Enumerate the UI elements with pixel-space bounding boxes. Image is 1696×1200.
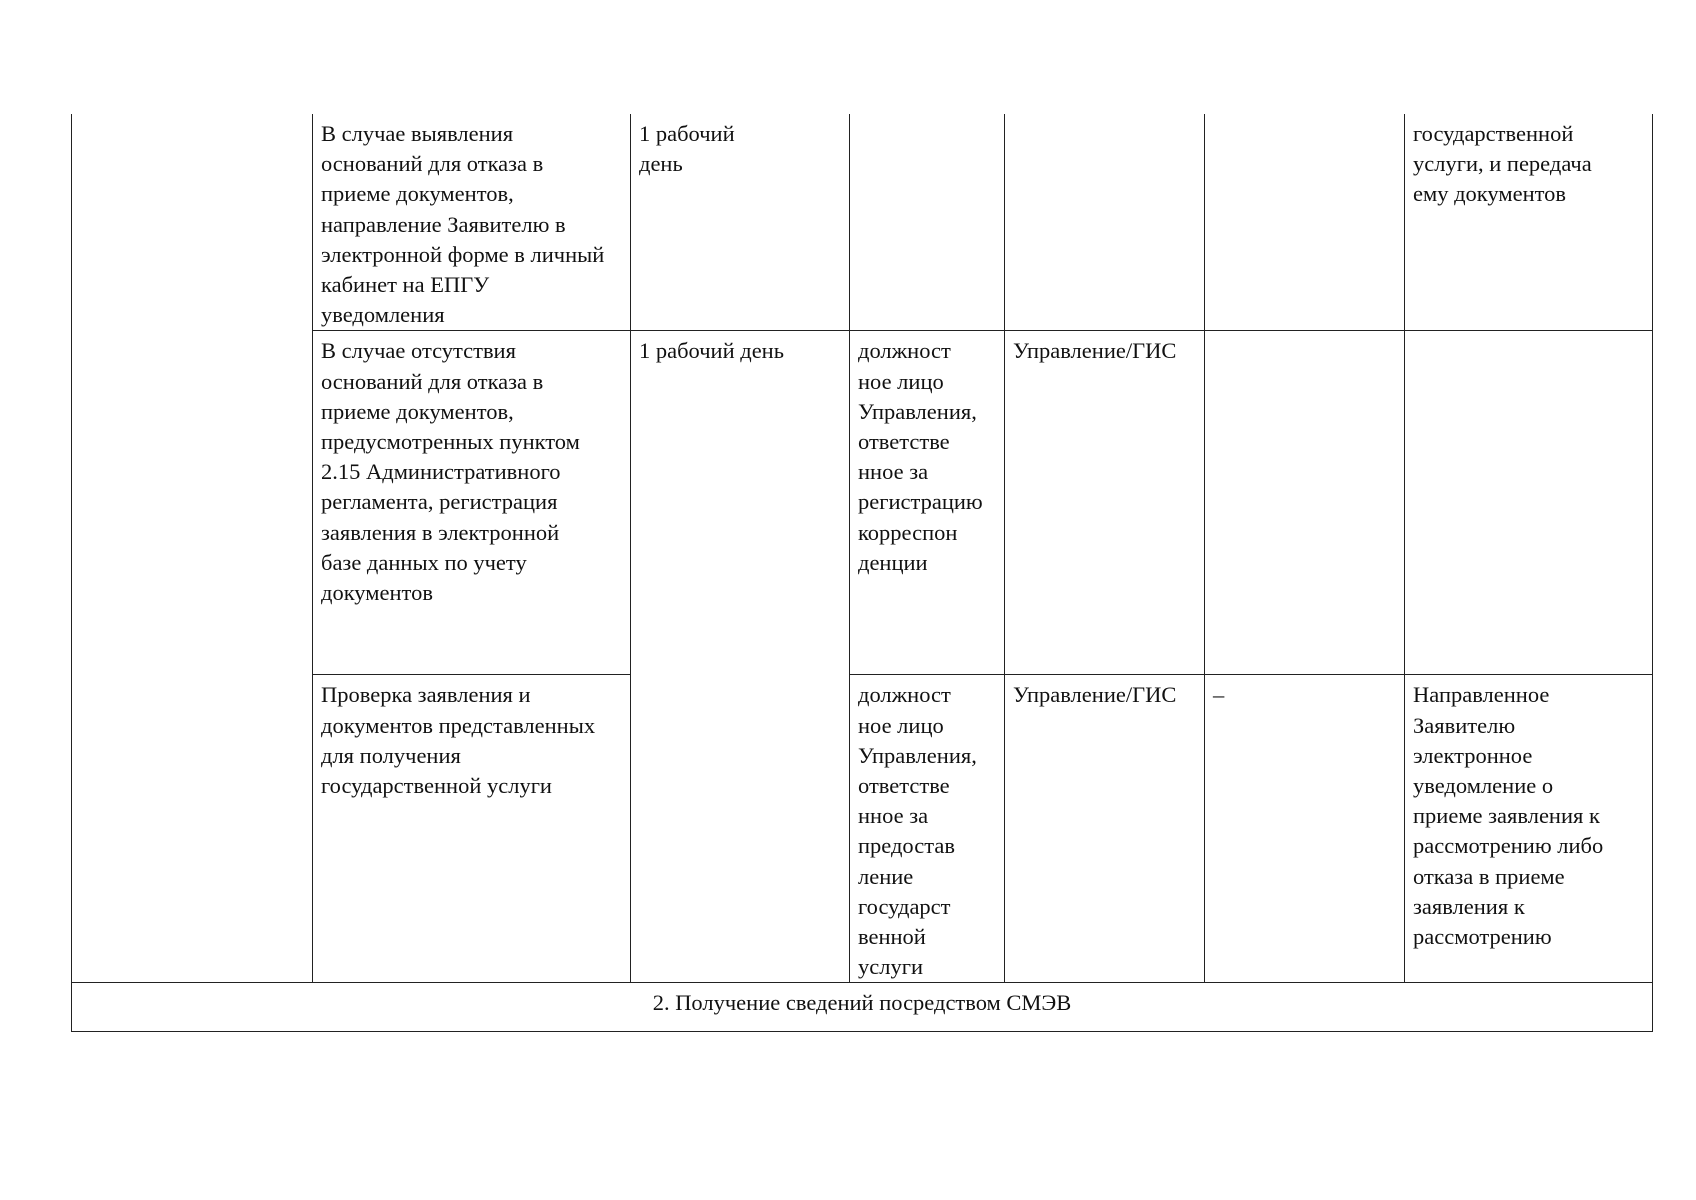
table-cell: В случае выявления оснований для отказа в приеме документов, направление Заявителю в электронной форме в личный кабинет на ЕПГУ уведомления [313,114,631,331]
table-cell-empty [1005,114,1205,331]
table-cell: государственной услуги, и передача ему документов [1405,114,1653,331]
table-row [72,114,1653,331]
table-cell: должност ное лицо Управления, ответстве нное за предостав ление государст венной услуги [850,675,1005,983]
section-heading: 2. Получение сведений посредством СМЭВ [72,983,1653,1032]
table-cell: Управление/ГИС [1005,331,1205,675]
table-cell: 1 рабочий день [631,331,850,983]
table-cell: Управление/ГИС [1005,675,1205,983]
table-cell-empty [1205,114,1405,331]
table-cell: Проверка заявления и документов представленных для получения государственной услуги [313,675,631,983]
table-cell-empty [850,114,1005,331]
table-cell: должност ное лицо Управления, ответстве нное за регистрацию корреспон денции [850,331,1005,675]
table-cell: В случае отсутствия оснований для отказа в приеме документов, предусмотренных пунктом 2.15 Административного регламента, регистрация заявления в электронной базе данных по учету документов [313,331,631,675]
procedure-table [71,114,1653,1032]
table-cell: Направленное Заявителю электронное уведомление о приеме заявления к рассмотрению либо отказа в приеме заявления к рассмотрению [1405,675,1653,983]
table-cell-empty [72,114,313,983]
table-cell: 1 рабочий день [631,114,850,331]
table-cell-empty [1205,331,1405,675]
table-cell-empty [1405,331,1653,675]
section-heading-row [72,983,1653,1032]
table-cell: – [1205,675,1405,983]
